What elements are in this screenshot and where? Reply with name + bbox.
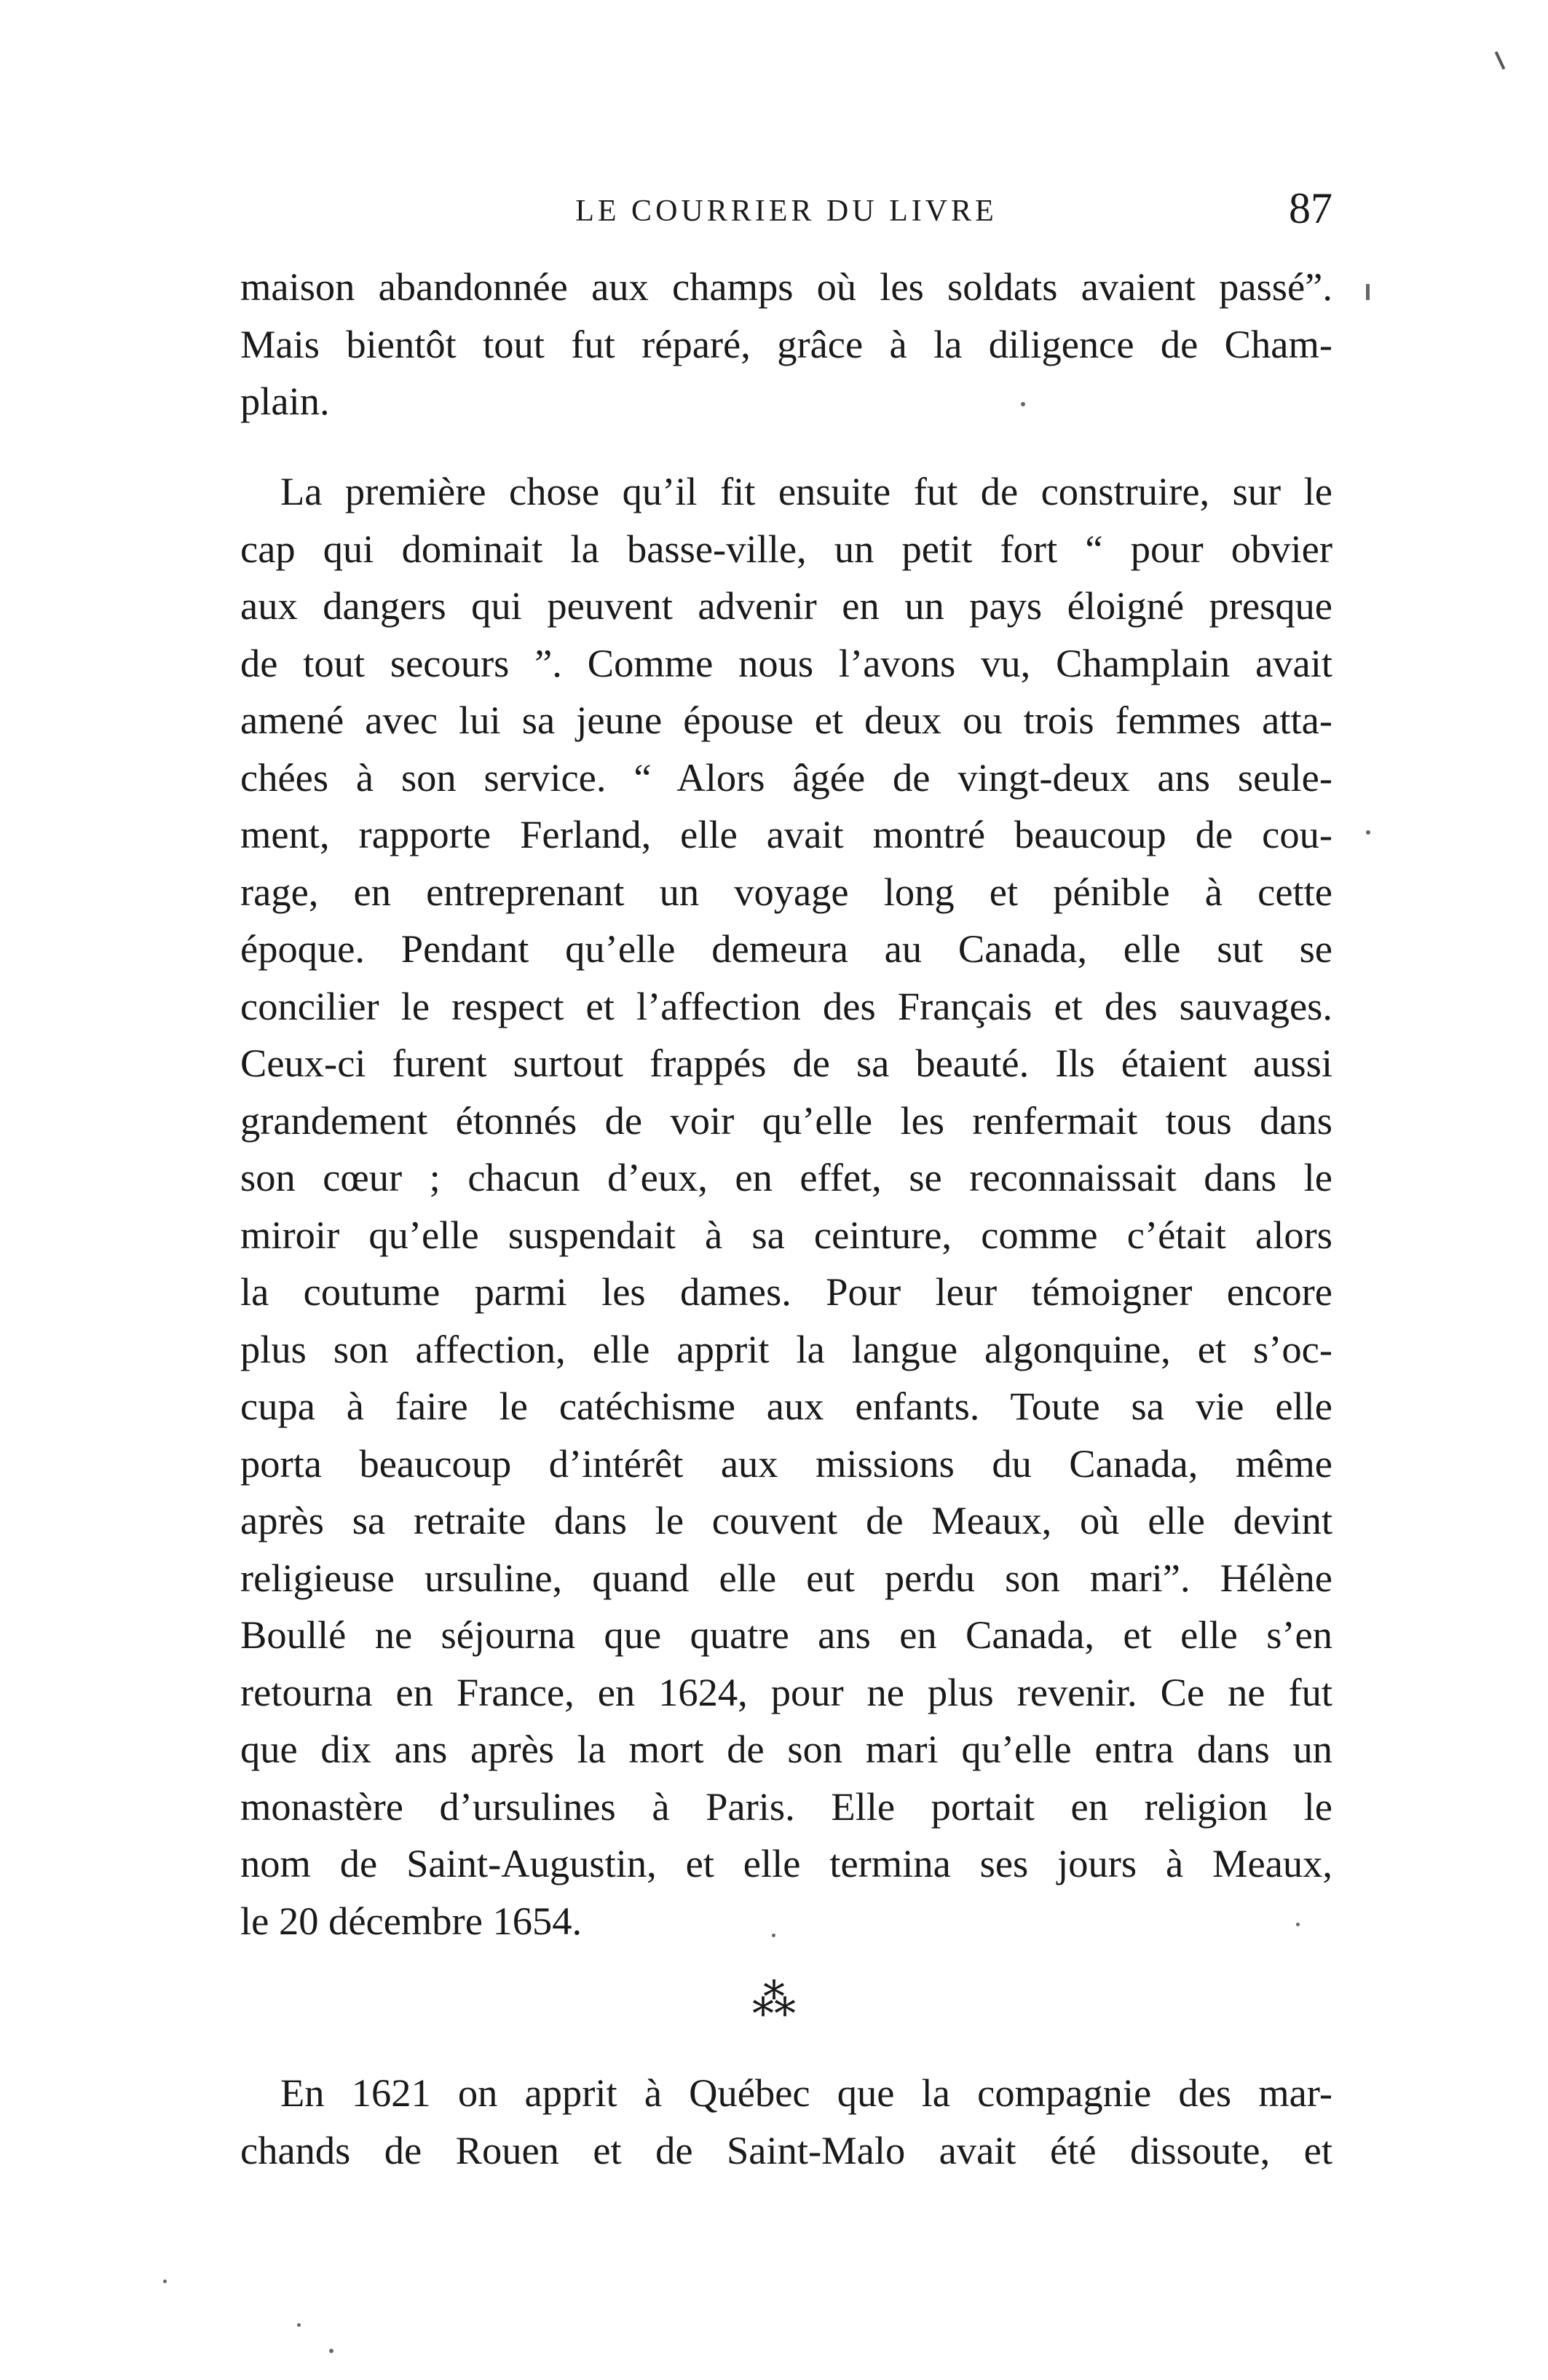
running-header — [240, 184, 1332, 242]
text-line: maison abandonnée aux champs où les soldats avaient passé”. — [240, 264, 1332, 309]
scan-speck — [1366, 830, 1370, 835]
text-line: ment, rapporte Ferland, elle avait montré beaucoup de cou- — [240, 812, 1332, 856]
text-line: après sa retraite dans le couvent de Meaux, où elle devint — [240, 1498, 1332, 1542]
text-line: porta beaucoup d’intérêt aux missions du Canada, même — [240, 1441, 1332, 1486]
scan-speck — [1296, 1923, 1300, 1926]
text-line: de tout secours ”. Comme nous l’avons vu, Champlain avait — [240, 640, 1332, 685]
section-break-asterism: ⁂ — [752, 1977, 796, 2025]
text-line: miroir qu’elle suspendait à sa ceinture, comme c’était alors — [240, 1212, 1332, 1257]
text-line: aux dangers qui peuvent advenir en un pays éloigné presque — [240, 583, 1332, 628]
scan-speck — [1366, 284, 1370, 300]
text-line: concilier le respect et l’affection des Français et des sauvages. — [240, 983, 1332, 1028]
page-number: 87 — [1289, 184, 1332, 232]
text-line: Boullé ne séjourna que quatre ans en Canada, et elle s’en — [240, 1612, 1332, 1657]
text-line: Mais bientôt tout fut réparé, grâce à la diligence de Cham- — [240, 321, 1332, 366]
text-line: cupa à faire le catéchisme aux enfants. Toute sa vie elle — [240, 1384, 1332, 1428]
text-line: amené avec lui sa jeune épouse et deux ou trois femmes atta- — [240, 698, 1332, 742]
text-line: La première chose qu’il fit ensuite fut de construire, sur le — [280, 469, 1332, 513]
text-line: chands de Rouen et de Saint-Malo avait été dissoute, et — [240, 2127, 1332, 2172]
text-line: cap qui dominait la basse-ville, un petit fort “ pour obvier — [240, 526, 1332, 571]
scan-speck — [297, 2323, 301, 2327]
scan-speck — [163, 2279, 167, 2283]
text-line: plus son affection, elle apprit la langue algonquine, et s’oc- — [240, 1326, 1332, 1371]
scan-speck — [329, 2349, 333, 2353]
text-line: époque. Pendant qu’elle demeura au Canada, elle sut se — [240, 926, 1332, 971]
running-title: LE COURRIER DU LIVRE — [575, 194, 998, 228]
text-line: son cœur ; chacun d’eux, en effet, se reconnaissait dans le — [240, 1155, 1332, 1199]
scan-speck — [1021, 402, 1025, 406]
text-line: religieuse ursuline, quand elle eut perdu son mari”. Hélène — [240, 1555, 1332, 1600]
text-line: retourna en France, en 1624, pour ne plus revenir. Ce ne fut — [240, 1669, 1332, 1714]
scan-speck — [772, 1934, 775, 1937]
paragraph-1 — [240, 259, 1332, 430]
paragraph-3 — [240, 2065, 1332, 2179]
text-line: Ceux-ci furent surtout frappés de sa beauté. Ils étaient aussi — [240, 1041, 1332, 1085]
text-line: monastère d’ursulines à Paris. Elle portait en religion le — [240, 1784, 1332, 1829]
text-line: En 1621 on apprit à Québec que la compagnie des mar- — [280, 2070, 1332, 2115]
text-line: chées à son service. “ Alors âgée de vingt-deux ans seule- — [240, 754, 1332, 800]
text-line: que dix ans après la mort de son mari qu’elle entra dans un — [240, 1727, 1332, 1771]
paragraph-2 — [240, 463, 1332, 1950]
text-line: le 20 décembre 1654. — [240, 1898, 583, 1943]
text-line: grandement étonnés de voir qu’elle les renfermait tous dans — [240, 1098, 1332, 1143]
text-line: plain. — [240, 379, 330, 423]
text-line: nom de Saint-Augustin, et elle termina ses jours à Meaux, — [240, 1841, 1332, 1886]
scan-speck — [1495, 51, 1506, 69]
text-line: rage, en entreprenant un voyage long et pénible à cette — [240, 869, 1332, 914]
text-line: la coutume parmi les dames. Pour leur témoigner encore — [240, 1269, 1332, 1314]
